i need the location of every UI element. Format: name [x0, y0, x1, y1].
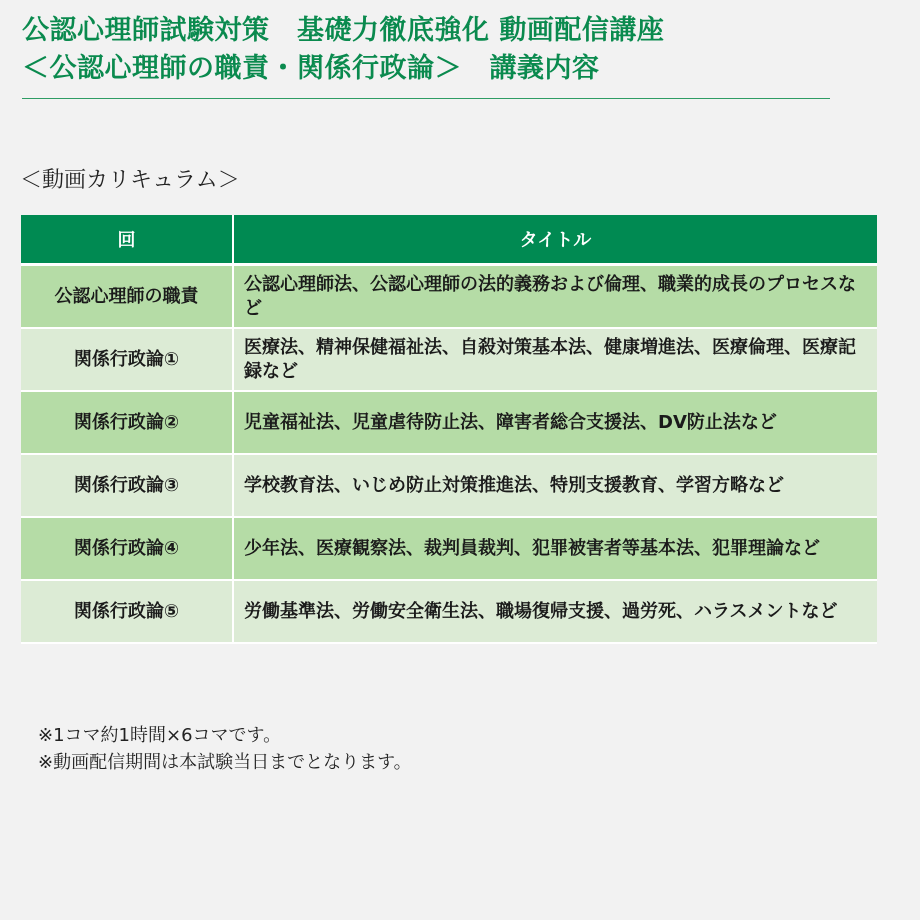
page-title: 公認心理師試験対策 基礎力徹底強化 動画配信講座 [22, 15, 665, 46]
column-header-round: 回 [21, 215, 233, 265]
table-row [21, 265, 877, 329]
table-cell-round: 関係行政論① [21, 328, 233, 391]
table-header-row [21, 215, 877, 265]
table-cell-topic: 児童福祉法、児童虐待防止法、障害者総合支援法、DV防止法など [233, 391, 877, 454]
table-row [21, 517, 877, 580]
curriculum-table [21, 215, 877, 644]
table-cell-topic: 労働基準法、労働安全衛生法、職場復帰支援、過労死、ハラスメントなど [233, 580, 877, 643]
header-divider [22, 98, 830, 99]
table-row [21, 454, 877, 517]
table-cell-topic: 少年法、医療観察法、裁判員裁判、犯罪被害者等基本法、犯罪理論など [233, 517, 877, 580]
footnotes [38, 722, 412, 776]
table-cell-round: 関係行政論④ [21, 517, 233, 580]
column-header-title: タイトル [233, 215, 877, 265]
table-row [21, 580, 877, 643]
table-row [21, 391, 877, 454]
table-cell-round: 関係行政論③ [21, 454, 233, 517]
page-header [22, 12, 832, 88]
page-subtitle: ＜公認心理師の職責・関係行政論＞ 講義内容 [22, 53, 600, 84]
section-title: ＜動画カリキュラム＞ [20, 168, 240, 193]
table-cell-topic: 医療法、精神保健福祉法、自殺対策基本法、健康増進法、医療倫理、医療記録など [233, 328, 877, 391]
table-cell-round: 関係行政論② [21, 391, 233, 454]
footnote: ※動画配信期間は本試験当日までとなります。 [38, 752, 412, 773]
table-row [21, 328, 877, 391]
footnote: ※1コマ約1時間×6コマです。 [38, 725, 282, 746]
table-cell-round: 公認心理師の職責 [21, 265, 233, 329]
table-cell-topic: 学校教育法、いじめ防止対策推進法、特別支援教育、学習方略など [233, 454, 877, 517]
table-cell-topic: 公認心理師法、公認心理師の法的義務および倫理、職業的成長のプロセスなど [233, 265, 877, 329]
table-cell-round: 関係行政論⑤ [21, 580, 233, 643]
